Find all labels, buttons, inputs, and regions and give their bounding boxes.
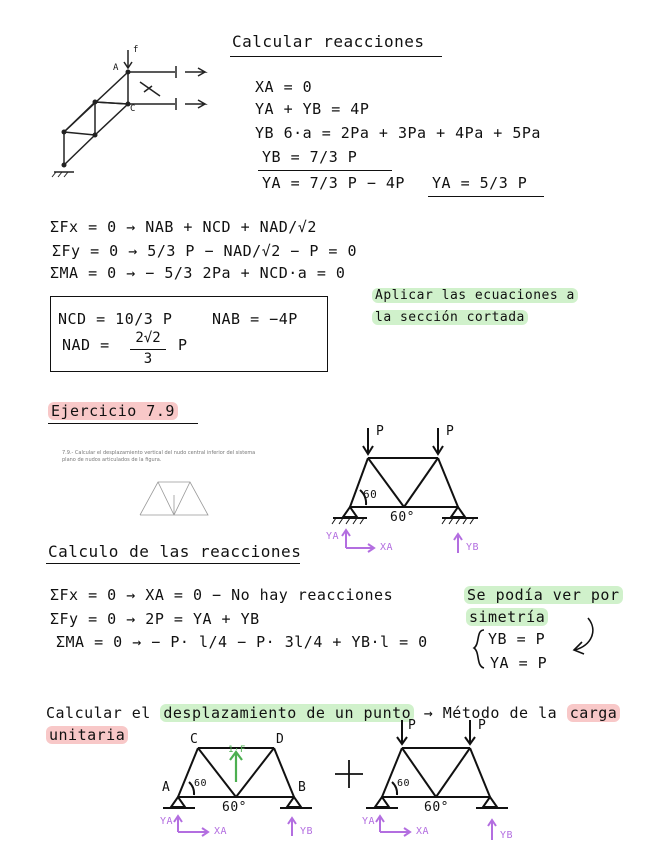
- d2-xa: XA: [416, 826, 430, 837]
- d2-angle-b: 60°: [424, 800, 449, 815]
- reaction-ya: YA: [326, 531, 340, 542]
- eq-xa: XA = 0: [255, 78, 313, 96]
- nad-numerator: 2√2: [135, 330, 161, 346]
- section-title-reactions: Calcular reacciones: [232, 32, 425, 51]
- eq-sum-fx: ΣFx = 0 → NAB + NCD + NAD/√2: [50, 218, 317, 236]
- node-d: D: [276, 732, 285, 747]
- eq2-sum-fx: ΣFx = 0 → XA = 0 − No hay reacciones: [50, 586, 394, 604]
- node-label-a: A: [113, 63, 119, 73]
- exercise-title: Ejercicio 7.9: [48, 402, 178, 420]
- node-label-c: C: [130, 104, 136, 114]
- reaction-xa: XA: [380, 542, 394, 553]
- thumb-text-2: plano de nudos articulados de la figura.: [62, 457, 162, 463]
- nad-unit: P: [178, 336, 188, 354]
- angle-b: 60°: [390, 510, 415, 525]
- eq-yb: YB = 7/3 P: [262, 148, 358, 166]
- eq2-sum-fy: ΣFy = 0 → 2P = YA + YB: [50, 610, 260, 628]
- unit-load-line-1: Calcular el desplazamiento de un punto → Método de la carga: [46, 704, 620, 722]
- eq-ya-result: YA = 5/3 P: [432, 174, 528, 192]
- d1-xa: XA: [214, 826, 228, 837]
- d2-load-p1: P: [408, 718, 417, 733]
- eq-ya: YA = 7/3 P − 4P: [262, 174, 405, 192]
- angle-a: 60: [363, 488, 378, 501]
- symmetry-note-1: Se podía ver por: [464, 586, 623, 604]
- nab-value: NAB = −4P: [212, 310, 298, 328]
- unit-force-label: 1·F: [228, 745, 246, 755]
- d1-angle-a: 60: [194, 778, 208, 789]
- reactions-title: Calculo de las reacciones: [48, 542, 302, 561]
- nad-denominator: 3: [143, 351, 153, 367]
- node-b: B: [298, 780, 307, 795]
- d1-angle-b: 60°: [222, 800, 247, 815]
- reaction-yb: YB: [466, 542, 480, 553]
- d2-load-p2: P: [478, 718, 487, 733]
- ncd-value: NCD = 10/3 P: [58, 310, 173, 328]
- result-ya: YA = P: [490, 654, 548, 672]
- nad-label: NAD =: [62, 336, 110, 354]
- node-c: C: [190, 732, 199, 747]
- unit-load-line-2: unitaria: [46, 726, 128, 744]
- d1-yb: YB: [300, 826, 314, 837]
- eq-moment: YB 6·a = 2Pa + 3Pa + 4Pa + 5Pa: [255, 124, 541, 142]
- thumb-text-1: 7.9.- Calcular el desplazamiento vertical del nudo central inferior del sistema: [62, 450, 256, 456]
- d2-angle-a: 60: [397, 778, 411, 789]
- eq-sum-fy: ΣFy = 0 → 5/3 P − NAD/√2 − P = 0: [52, 242, 357, 260]
- force-label: f: [133, 45, 139, 55]
- note-line-2: la sección cortada: [372, 310, 528, 325]
- node-a: A: [162, 780, 171, 795]
- d2-yb: YB: [500, 830, 514, 841]
- result-yb: YB = P: [488, 630, 546, 648]
- eq-sum-ma: ΣMA = 0 → − 5/3 2Pa + NCD·a = 0: [50, 264, 346, 282]
- load-p1: P: [376, 424, 385, 439]
- note-line-1: Aplicar las ecuaciones a: [372, 288, 578, 303]
- d1-ya: YA: [160, 816, 174, 827]
- load-p2: P: [446, 424, 455, 439]
- d2-ya: YA: [362, 816, 376, 827]
- eq2-sum-ma: ΣMA = 0 → − P· l/4 − P· 3l/4 + YB·l = 0: [56, 633, 428, 651]
- symmetry-note-2: simetría: [466, 608, 548, 626]
- eq-sum-y: YA + YB = 4P: [255, 100, 370, 118]
